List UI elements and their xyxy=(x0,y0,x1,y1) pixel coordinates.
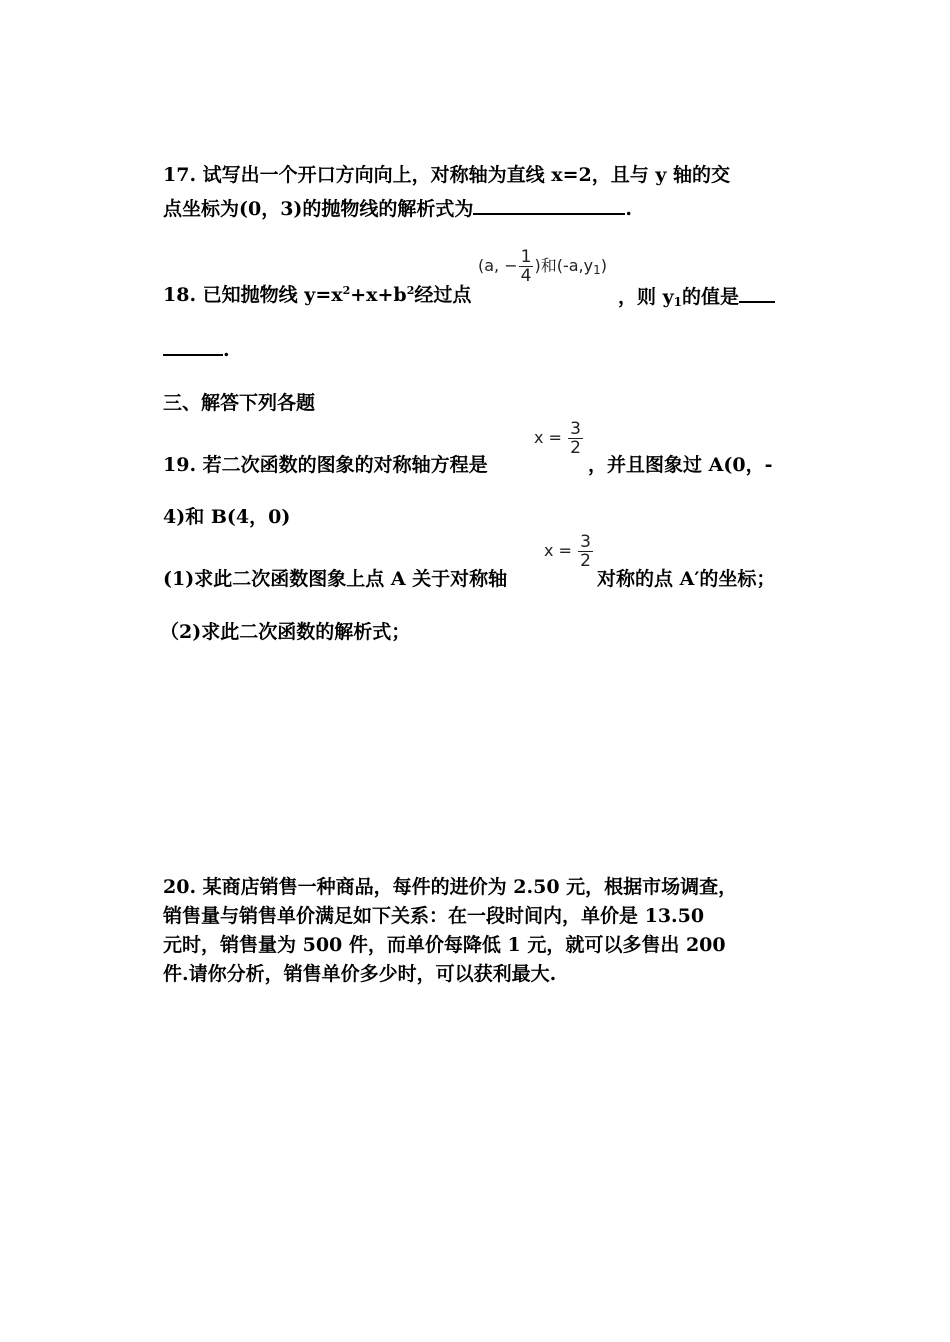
q20-line4: 件.请你分析，销售单价多少时，可以获利最大. xyxy=(163,963,557,985)
q17-line2-text: 点坐标为(0，3)的抛物线的解析式为 xyxy=(163,198,474,220)
q18-points-formula xyxy=(478,248,607,285)
q20-line3: 元时，销售量为 500 件，而单价每降低 1 元，就可以多售出 200 xyxy=(163,934,726,956)
q18-line1 xyxy=(163,283,471,307)
q19-part1-eq-lhs: x = xyxy=(544,541,572,560)
q19-part1-axis-equation xyxy=(544,533,594,570)
section3-title: 三、解答下列各题 xyxy=(163,392,316,414)
q18-mid1: +x+b xyxy=(350,284,407,306)
q18-line2 xyxy=(163,336,230,362)
q18-suffix2: 的值是 xyxy=(682,286,740,308)
q17-line2 xyxy=(163,195,632,221)
q18-mid2: 经过点 xyxy=(414,284,472,306)
q18-line1-suffix xyxy=(618,283,775,309)
q19-part2: （2)求此二次函数的解析式； xyxy=(160,621,411,643)
q17-answer-blank xyxy=(473,195,625,215)
q19-eq-lhs: x = xyxy=(534,428,562,447)
q18-math-open: (a, − xyxy=(478,256,518,275)
q19-eq-den: 2 xyxy=(570,438,581,458)
q19-part1-suffix: 对称的点 A′的坐标； xyxy=(597,568,776,590)
q19-axis-equation xyxy=(534,420,584,457)
q18-prefix: 18. 已知抛物线 y=x xyxy=(163,284,343,306)
q20-line1: 20. 某商店销售一种商品，每件的进价为 2.50 元，根据市场调查， xyxy=(163,876,738,898)
q20-line2: 销售量与销售单价满足如下关系：在一段时间内，单价是 13.50 xyxy=(163,905,705,927)
q19-line1-prefix: 19. 若二次函数的图象的对称轴方程是 xyxy=(163,454,488,476)
q19-part1-eq-num: 3 xyxy=(580,532,591,552)
q17-end: . xyxy=(625,198,633,220)
q18-frac-num: 1 xyxy=(520,247,532,267)
q18-answer-blank-2 xyxy=(163,336,223,356)
q18-math-end: ) xyxy=(600,256,607,275)
q19-line1-suffix: ，并且图象过 A(0，- xyxy=(588,454,773,476)
q19-eq-num: 3 xyxy=(570,419,581,439)
q18-frac-den: 4 xyxy=(520,266,532,286)
q18-end: . xyxy=(223,339,230,361)
q18-sup2: 2 xyxy=(406,284,415,297)
q19-part1-prefix: (1)求此二次函数图象上点 A 关于对称轴 xyxy=(163,568,508,590)
q18-answer-blank-1 xyxy=(739,283,775,303)
q19-line2: 4)和 B(4，0) xyxy=(163,506,291,528)
q18-fraction xyxy=(519,248,534,285)
q17-line1: 17. 试写出一个开口方向向上，对称轴为直线 x=2，且与 y 轴的交 xyxy=(163,164,731,186)
q19-part1-eq-fraction xyxy=(578,533,593,570)
q18-sub1: 1 xyxy=(673,295,683,309)
q18-sup1: 2 xyxy=(342,284,351,297)
q19-part1-eq-den: 2 xyxy=(580,551,591,571)
q18-suffix1: ，则 y xyxy=(618,286,674,308)
q19-eq-fraction xyxy=(568,420,583,457)
q18-math-sub: 1 xyxy=(593,263,601,277)
q18-math-close: )和(-a,y xyxy=(534,256,594,275)
